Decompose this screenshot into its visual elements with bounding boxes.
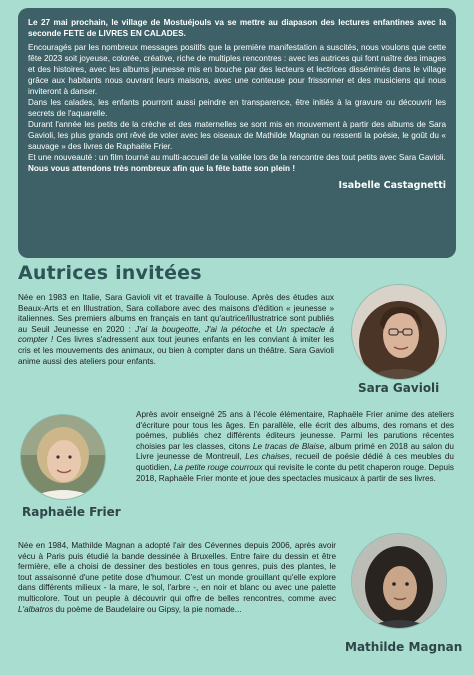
author-photo-sara — [352, 285, 446, 379]
intro-paragraph-6: Nous vous attendons très nombreux afin que la fête batte son plein ! — [28, 164, 296, 173]
author-bio-mathilde — [18, 541, 336, 615]
bio-text: Née en 1984, Mathilde Magnan a adopté l'air des Cévennes depuis 2006, après avoir vécu à Paris puis étudié la bande dessinée à Bruxelles. Entre faire du dessin et être fermière, elle a choisi de dessiner des bestioles en tous genres, puis des plantes, le tout assaisonné d'une petite dose d'humour. C'est un monde grouillant qu'elle explore dans différents milieux - la mare, le sol, l'arbre -, en noir et blanc ou avec une palette multicolore. Tout un peuple à découvrir qui offre de belles rencontres, comme avec — [18, 541, 336, 603]
book-title: L'albatros — [18, 604, 54, 614]
book-title: J'ai la bougeotte, J'ai la pétoche — [135, 324, 261, 334]
book-title: Les chaises — [245, 452, 290, 462]
bio-text: du poème de Baudelaire ou Gipsy, la pie nomade... — [53, 604, 242, 614]
author-photo-raphaele — [21, 415, 105, 499]
bio-text: qui revisite le conte du petit chaperon rouge. Depuis 2018, Raphaële Frier monte et joue des spectacles musicaux à partir de ses livres. — [136, 462, 454, 483]
author-bio-raphaele — [136, 410, 454, 484]
intro-signature: Isabelle Castagnetti — [338, 180, 446, 191]
author-name-mathilde: Mathilde Magnan — [345, 640, 463, 654]
intro-box — [18, 8, 456, 258]
intro-paragraph-4: Durant l'année les petits de la crèche et des maternelles se sont mis en mouvement à partir des albums de Sara Gavioli, les plus grands ont rêvé de voler avec les oiseaux de Mathilde Magnan ou ressenti la poésie, le goût du « sauvage » des livres de Raphaële Frier. — [28, 120, 446, 151]
section-title: Autrices invitées — [18, 262, 202, 284]
bio-text: et — [260, 324, 276, 334]
intro-paragraph-5: Et une nouveauté : un film tourné au multi-accueil de la vallée lors de la rencontre des tout petits avec Sara Gavioli. — [28, 153, 446, 162]
bio-text: Ces livres s'adressent aux tout jeunes enfants en les conviant à imiter les cris et les mouvements des animaux, ou bien à compter dans un théâtre. Sara Gavioli anime aussi des ateliers pour enfants. — [18, 335, 334, 366]
bio-text: Née en 1983 en Italie, Sara Gavioli vit et travaille à Toulouse. Après des études aux Beaux-Arts et en Illustration, Sara collabore avec des maisons d'édition « jeunesse » italiennes. Ses premiers albums en français en tant qu'autrice/illustratrice sont publiés au Seuil Jeunesse en 2020 : — [18, 293, 334, 334]
intro-paragraph-2: Encouragés par les nombreux messages positifs que la première manifestation a suscités, nous voulons que cette fête 2023 soit joyeuse, colorée, créative, riche de multiples rencontres : avec les autrices qui font naître des images et des histoires, avec les albums jeunesse mis en bouche par des lecteurs et lectrices disséminés dans le village grâce aux habitants nous ouvrant leurs maisons, avec une conteuse pour frissonner et des musiciens qui nous inviteront à danser. — [28, 43, 446, 96]
author-bio-sara — [18, 293, 334, 367]
book-title: Le tracas de Blaise — [252, 441, 325, 451]
bio-text: , album primé en 2018 au salon du Livre jeunesse de Montreuil, — [136, 441, 454, 462]
portrait-image — [352, 534, 446, 628]
author-name-raphaele: Raphaële Frier — [22, 505, 121, 519]
bio-text: Après avoir enseigné 25 ans à l'école élémentaire, Raphaële Frier anime des ateliers d'écriture pour tous les âges. En parallèle, elle écrit des albums, des romans et des poèmes, publiés chez différents éditeurs jeunesse. Parmi les parutions récentes choisies par les classes, citons — [136, 410, 454, 451]
book-title: La petite rouge courroux — [173, 462, 263, 472]
book-title: Un spectacle à compter ! — [18, 324, 335, 345]
intro-paragraph-1: Le 27 mai prochain, le village de Mostuéjouls va se mettre au diapason des lectures enfantines avec la seconde FETE de LIVRES EN CALADES. — [28, 18, 446, 38]
portrait-image — [21, 415, 105, 499]
intro-paragraph-3: Dans les calades, les enfants pourront aussi peindre en transparence, être initiés à la gravure ou découvrir les secrets de l'aquarelle. — [28, 98, 446, 118]
author-photo-mathilde — [352, 534, 446, 628]
author-name-sara: Sara Gavioli — [358, 381, 440, 395]
bio-text: , recueil de poésie dédié à ces meubles du quotidien, — [136, 452, 454, 472]
portrait-image — [352, 285, 446, 379]
